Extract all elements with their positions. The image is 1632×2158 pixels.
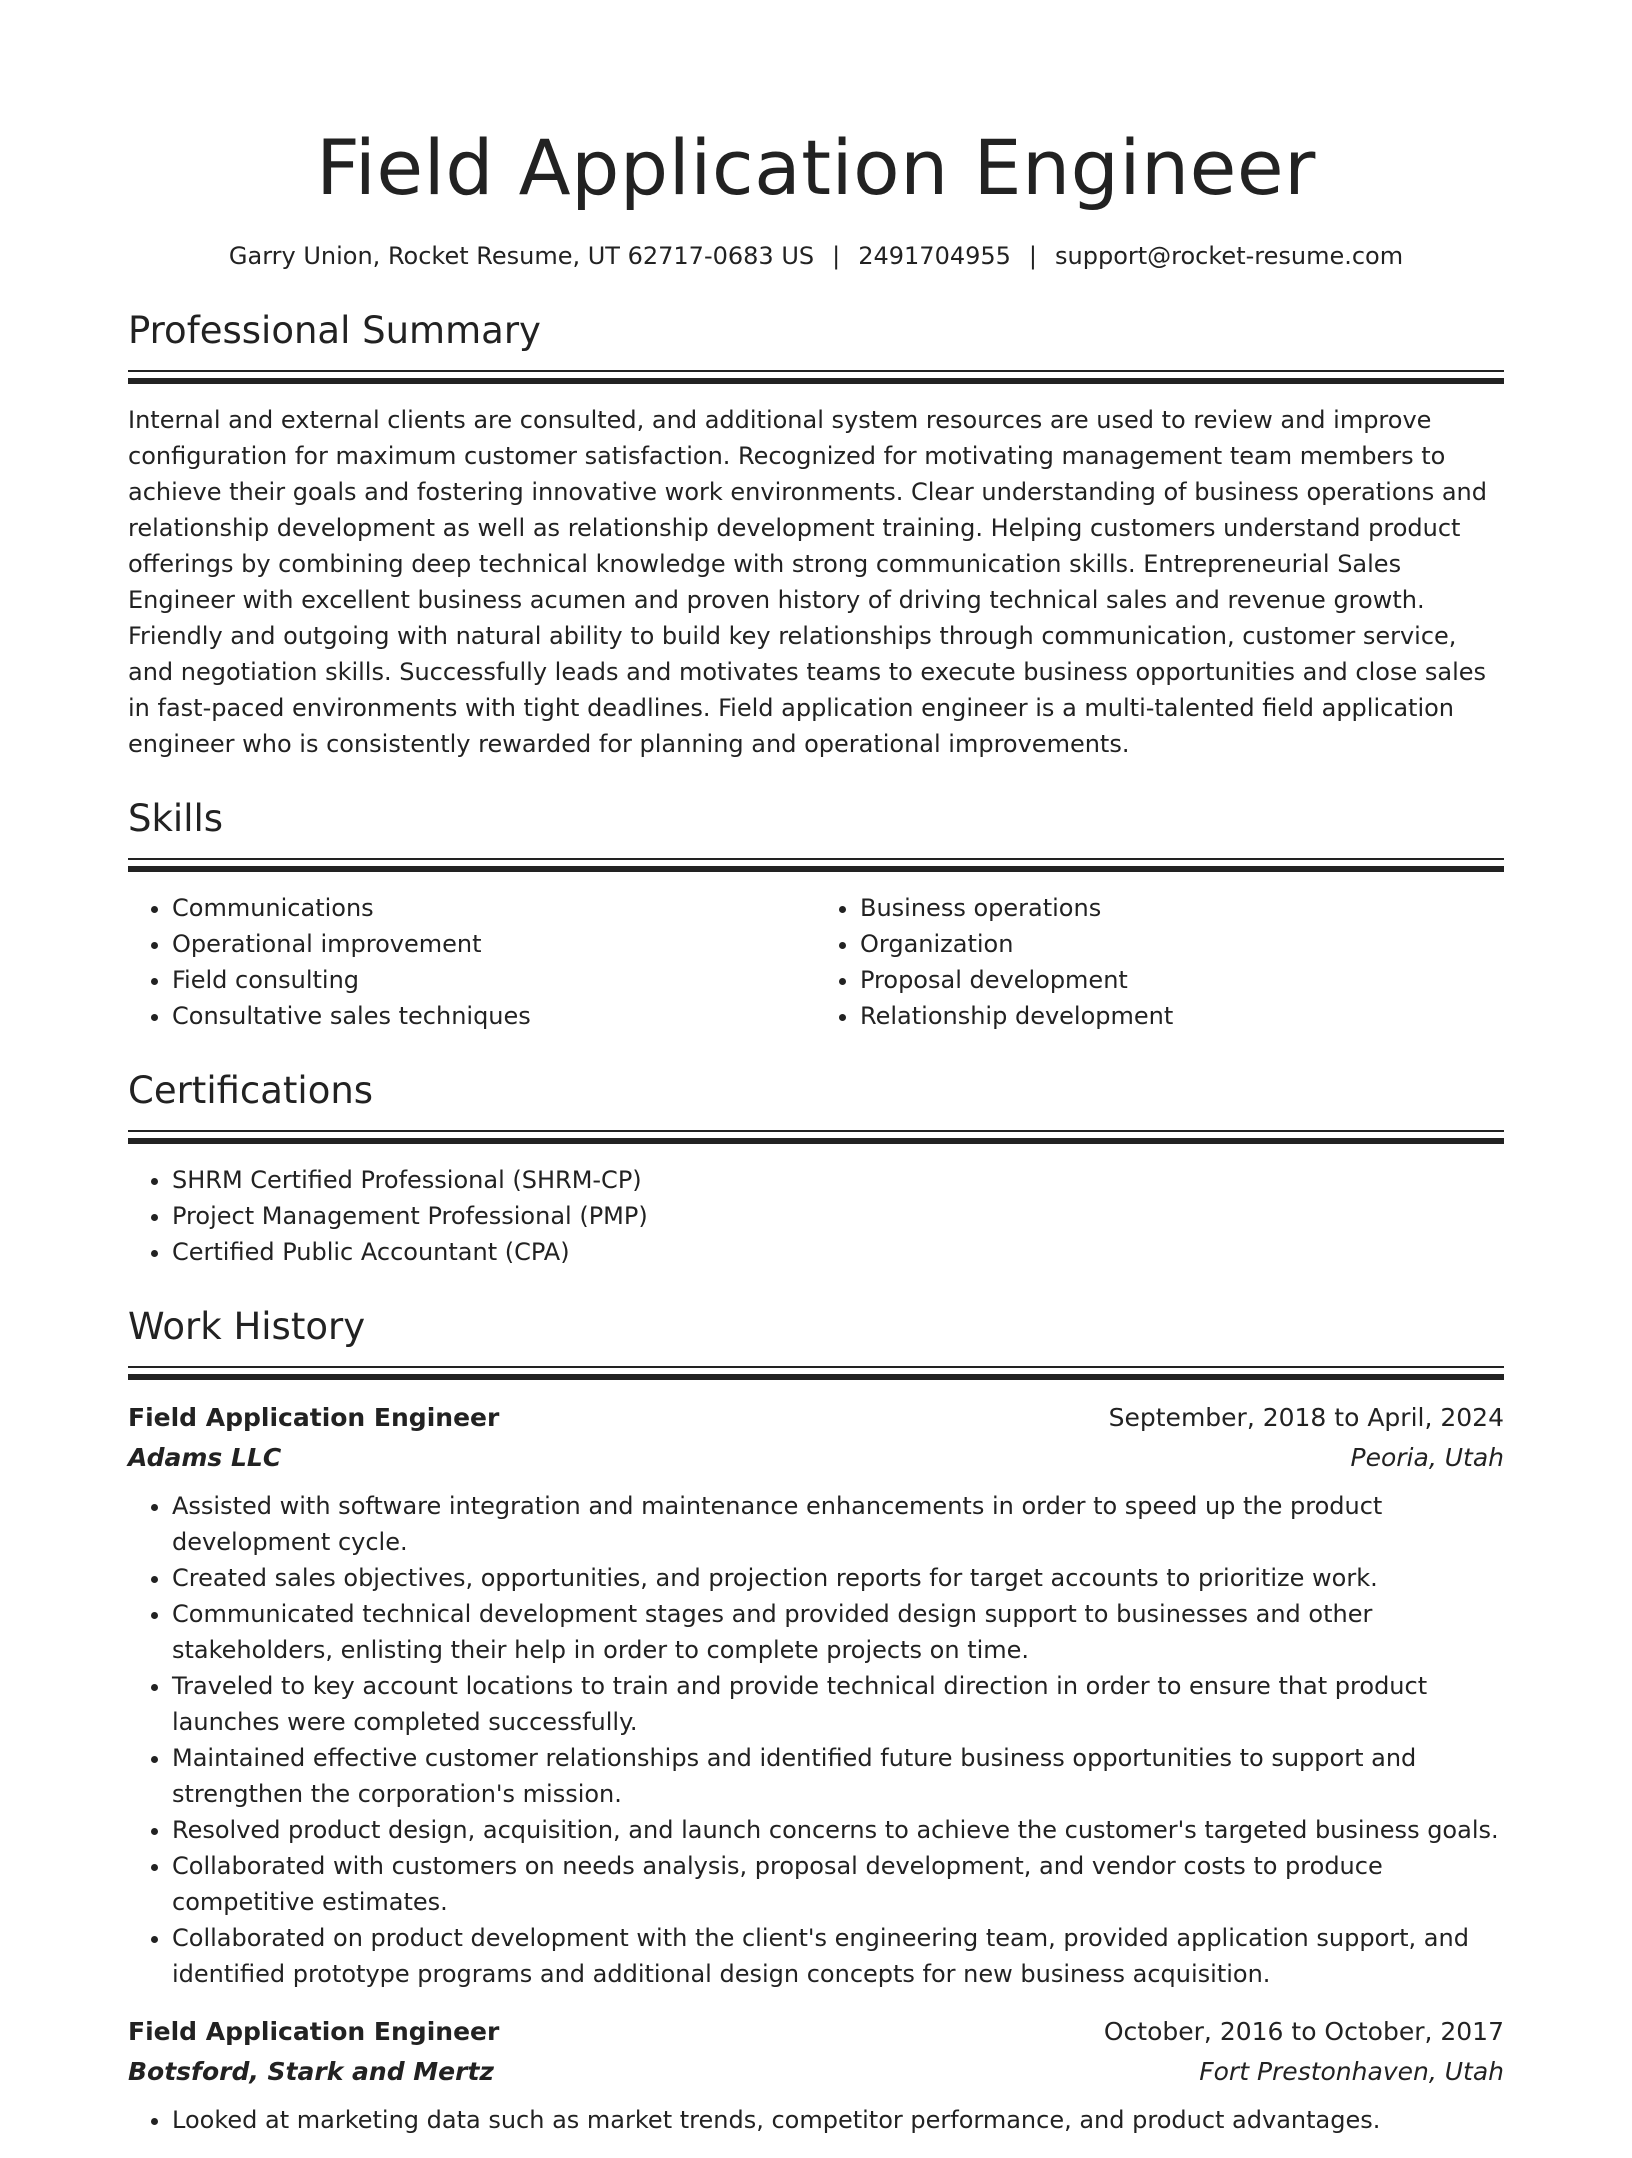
skill-item: • Proposal development — [860, 962, 1504, 998]
contact-line — [128, 238, 1504, 274]
job-bullet: • Collaborated with customers on needs analysis, proposal development, and vendor costs to produce competitive estimates. — [172, 1848, 1504, 1920]
skill-item: • Communications — [172, 890, 816, 926]
certifications-section — [128, 1066, 1504, 1270]
section-divider — [128, 370, 1504, 384]
job-bullets — [128, 1488, 1504, 1992]
certification-item: • SHRM Certified Professional (SHRM-CP) — [172, 1162, 1504, 1198]
section-divider — [128, 1366, 1504, 1380]
job-bullet: • Assisted with software integration and maintenance enhancements in order to speed up the product development cycle. — [172, 1488, 1504, 1560]
job-bullets — [128, 2102, 1504, 2138]
skill-item: • Consultative sales techniques — [172, 998, 816, 1034]
job-bullet: • Maintained effective customer relationships and identified future business opportunities to support and strengthen the corporation's mission. — [172, 1740, 1504, 1812]
resume-title: Field Application Engineer — [316, 123, 1316, 212]
job-bullet: • Communicated technical development stages and provided design support to businesses and other stakeholders, enlisting their help in order to complete projects on time. — [172, 1596, 1504, 1668]
job-dates: September, 2018 to April, 2024 — [1108, 1403, 1504, 1432]
certifications-list — [128, 1162, 1504, 1270]
skill-item: • Business operations — [860, 890, 1504, 926]
job-company: Adams LLC — [128, 1443, 282, 1472]
certification-item: • Certified Public Accountant (CPA) — [172, 1234, 1504, 1270]
summary-text: Internal and external clients are consulted, and additional system resources are used to review and improve configuration for maximum customer satisfaction. Recognized for motivating management team members to achieve their goals and fostering innovative work environments. Clear understanding of business operations and relationship development as well as relationship development training. Helping customers understand product offerings by combining deep technical knowledge with strong communication skills. Entrepreneurial Sales Engineer with excellent business acumen and proven history of driving technical sales and revenue growth. Friendly and outgoing with natural ability to build key relationships through communication, customer service, and negotiation skills. Successfully leads and motivates teams to execute business opportunities and close sales in fast-paced environments with tight deadlines. Field application engineer is a multi-talented field application engineer who is consistently rewarded for planning and operational improvements. — [128, 406, 1487, 758]
job-entry — [128, 1398, 1504, 1992]
job-entry — [128, 2012, 1504, 2138]
contact-email[interactable]: support@rocket-resume.com — [1055, 242, 1404, 270]
skills-columns — [128, 890, 1504, 1034]
job-bullet: • Created sales objectives, opportunities, and projection reports for target accounts to prioritize work. — [172, 1560, 1504, 1596]
certification-item: • Project Management Professional (PMP) — [172, 1198, 1504, 1234]
resume-page — [128, 0, 1504, 2158]
summary-section — [128, 306, 1504, 762]
skill-item: • Field consulting — [172, 962, 816, 998]
contact-phone: 2491704955 — [858, 242, 1011, 270]
job-dates: October, 2016 to October, 2017 — [1103, 2017, 1504, 2046]
job-location: Fort Prestonhaven, Utah — [1199, 2057, 1504, 2086]
skills-list-right — [816, 890, 1504, 1034]
contact-separator: | — [832, 242, 841, 270]
section-divider — [128, 858, 1504, 872]
section-heading-skills: Skills — [128, 797, 224, 840]
section-heading-work-history: Work History — [128, 1305, 366, 1348]
skill-item: • Organization — [860, 926, 1504, 962]
job-title: Field Application Engineer — [128, 1403, 500, 1432]
job-bullet: • Resolved product design, acquisition, and launch concerns to achieve the customer's targeted business goals. — [172, 1812, 1504, 1848]
skill-item: • Operational improvement — [172, 926, 816, 962]
job-bullet: • Looked at marketing data such as market trends, competitor performance, and product advantages. — [172, 2102, 1504, 2138]
job-bullet: • Collaborated on product development with the client's engineering team, provided application support, and identified prototype programs and additional design concepts for new business acquisition. — [172, 1920, 1504, 1992]
contact-address: Garry Union, Rocket Resume, UT 62717-0683 US — [228, 242, 815, 270]
skills-list-left — [128, 890, 816, 1034]
section-heading-certifications: Certifications — [128, 1069, 374, 1112]
skill-item: • Relationship development — [860, 998, 1504, 1034]
contact-separator: | — [1028, 242, 1038, 270]
job-bullet: • Traveled to key account locations to train and provide technical direction in order to ensure that product launches were completed successfully. — [172, 1668, 1504, 1740]
work-history-section — [128, 1302, 1504, 2138]
job-title: Field Application Engineer — [128, 2017, 500, 2046]
section-divider — [128, 1130, 1504, 1144]
job-location: Peoria, Utah — [1350, 1443, 1504, 1472]
skills-section — [128, 794, 1504, 1034]
job-company: Botsford, Stark and Mertz — [128, 2057, 494, 2086]
section-heading-summary: Professional Summary — [128, 309, 541, 352]
